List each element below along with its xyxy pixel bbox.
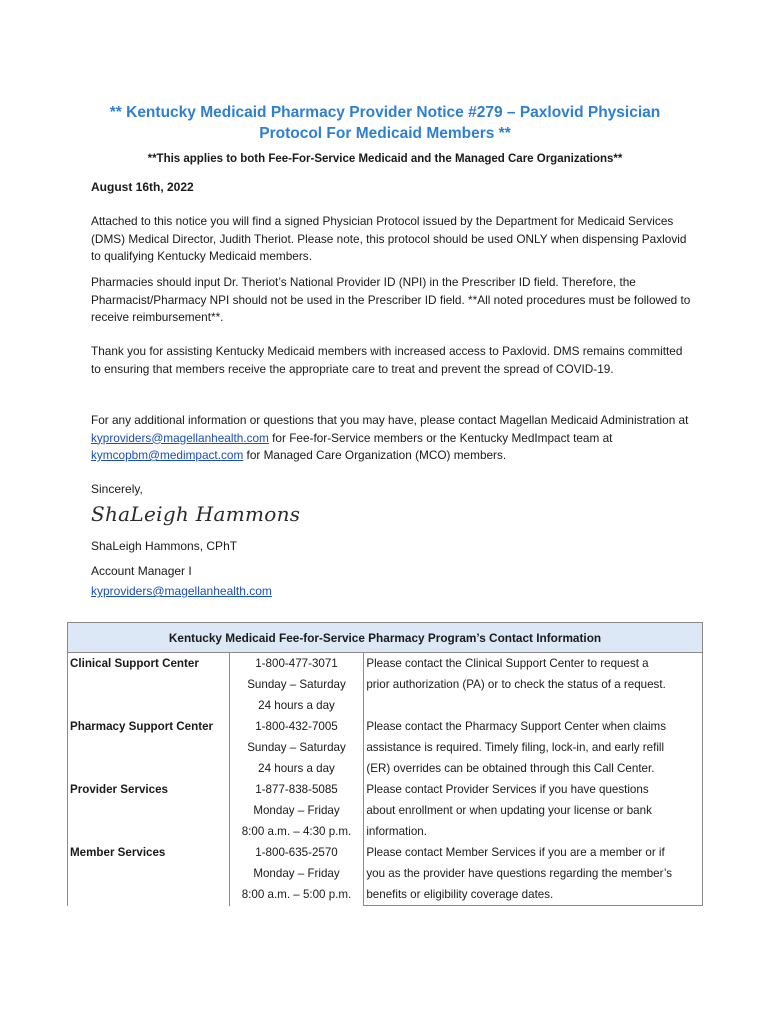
description-line: Please contact the Pharmacy Support Center when claims [366, 720, 667, 733]
table-row-provider [68, 779, 703, 842]
contact-hours: 24 hours a day [258, 699, 335, 712]
title-line-2: Protocol For Medicaid Members ** [259, 125, 511, 142]
contact-text-c: for Managed Care Organization (MCO) members. [243, 448, 507, 462]
contact-description [364, 653, 703, 717]
signer-email-link[interactable]: kyproviders@magellanhealth.com [91, 584, 272, 598]
contact-phone: 1-800-635-2570 [255, 846, 338, 859]
contact-phone: 1-800-477-3071 [255, 657, 338, 670]
contact-hours: 8:00 a.m. – 5:00 p.m. [241, 888, 352, 901]
contact-days: Sunday – Saturday [247, 678, 346, 691]
contact-phone-hours [229, 653, 364, 717]
table-row-member [68, 842, 703, 906]
contact-phone: 1-877-838-5085 [255, 783, 338, 796]
description-line: assistance is required. Timely filing, lock-in, and early refill [366, 741, 665, 754]
closing: Sincerely, [91, 482, 143, 496]
contact-name: Clinical Support Center [68, 653, 230, 717]
contact-description [364, 716, 703, 779]
contact-phone-hours [229, 716, 364, 779]
contact-name: Pharmacy Support Center [68, 716, 230, 779]
description-line: information. [366, 825, 427, 838]
table-row-pharmacy [68, 716, 703, 779]
description-line: Please contact Provider Services if you have questions [366, 783, 649, 796]
contact-phone-hours [229, 779, 364, 842]
notice-title [60, 102, 710, 144]
description-line: you as the provider have questions regarding the member’s [366, 867, 673, 880]
contact-text-b: for Fee-for-Service members or the Kentucky MedImpact team at [268, 430, 613, 445]
table-header: Kentucky Medicaid Fee-for-Service Pharmacy Program’s Contact Information [68, 623, 703, 653]
magellan-email-link[interactable]: kyproviders@magellanhealth.com [91, 430, 269, 445]
description-line: Please contact the Clinical Support Center to request a [366, 657, 649, 670]
contact-name: Provider Services [68, 779, 230, 842]
description-line: benefits or eligibility coverage dates. [366, 888, 554, 901]
paragraph-protocol: Attached to this notice you will find a signed Physician Protocol issued by the Department for Medicaid Services (DMS) Medical Director, Judith Theriot. Please note, this protocol should be used ONLY when dispensing Paxlovid to qualifying Kentucky Medicaid members. [91, 214, 687, 263]
paragraph-npi: Pharmacies should input Dr. Theriot’s National Provider ID (NPI) in the Prescriber ID field. Therefore, the Pharmacist/Pharmacy NPI should not be used in the Prescriber ID field. **All noted procedures must be followed to receive reimbursement**. [91, 275, 691, 324]
applies-note: **This applies to both Fee-For-Service Medicaid and the Managed Care Organizations** [147, 153, 623, 165]
contact-hours: 8:00 a.m. – 4:30 p.m. [241, 825, 352, 838]
contact-phone: 1-800-432-7005 [255, 720, 338, 733]
contact-name: Member Services [68, 842, 230, 906]
paragraph-contact [91, 412, 691, 465]
notice-date: August 16th, 2022 [91, 180, 194, 194]
contact-days: Monday – Friday [253, 804, 340, 817]
title-line-1: ** Kentucky Medicaid Pharmacy Provider Notice #279 – Paxlovid Physician [109, 104, 661, 121]
paragraph-thanks: Thank you for assisting Kentucky Medicaid members with increased access to Paxlovid. DMS remains committed to ensuring that members receive the appropriate care to treat and prevent the spread of COVID-19. [91, 344, 683, 376]
signer-name: ShaLeigh Hammons, CPhT [91, 539, 238, 553]
contact-info-table [67, 622, 703, 906]
table-row-clinical [68, 653, 703, 717]
signer-title: Account Manager I [91, 564, 192, 578]
description-line: prior authorization (PA) or to check the status of a request. [366, 678, 666, 691]
description-line: Please contact Member Services if you are a member or if [366, 846, 665, 859]
medimpact-email-link[interactable]: kymcopbm@medimpact.com [91, 448, 244, 462]
contact-text-a: For any additional information or questions that you may have, please contact Magellan Medicaid Administration at [91, 413, 689, 427]
handwritten-signature: ShaLeigh Hammons [91, 502, 301, 526]
contact-phone-hours [229, 842, 364, 906]
contact-hours: 24 hours a day [258, 762, 335, 775]
contact-days: Sunday – Saturday [247, 741, 346, 754]
description-line: about enrollment or when updating your license or bank [366, 804, 652, 817]
contact-description [364, 842, 703, 906]
signer-email [91, 584, 272, 598]
description-line: (ER) overrides can be obtained through this Call Center. [366, 762, 655, 775]
contact-days: Monday – Friday [253, 867, 340, 880]
contact-description [364, 779, 703, 842]
